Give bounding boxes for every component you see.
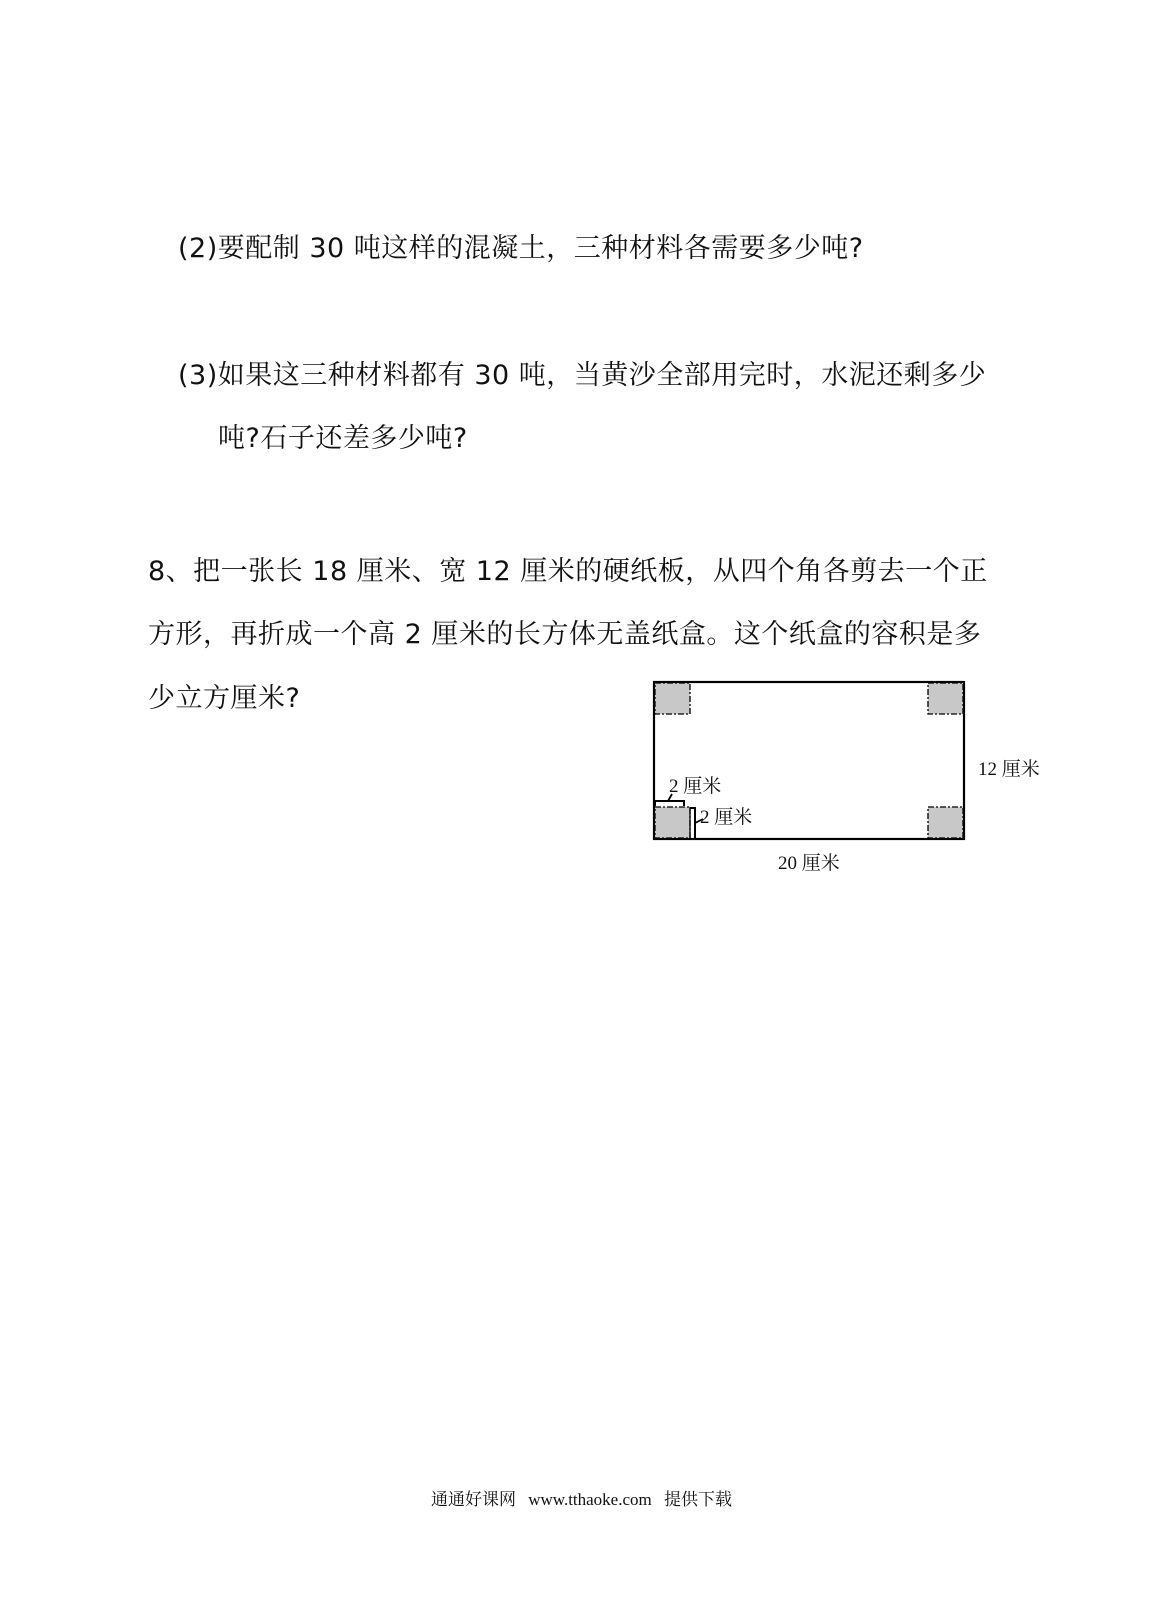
footer-note: 提供下载 [664,1490,733,1509]
cut-width-brace [655,801,684,806]
cut-height-brace [690,808,695,838]
corner-square-top-right [928,683,963,714]
footer-url[interactable]: www.tthaoke.com [528,1490,652,1509]
question-8-line-1: 8、把一张长 18 厘米、宽 12 厘米的硬纸板，从四个角各剪去一个正 [148,556,988,587]
question-8-line-3: 少立方厘米? [148,683,301,714]
cut-width-label: 2 厘米 [669,776,722,797]
cut-height-label: 2 厘米 [700,807,753,828]
question-7-part-2: (2)要配制 30 吨这样的混凝土，三种材料各需要多少吨? [178,233,864,264]
question-7-part-3-line-1: (3)如果这三种材料都有 30 吨，当黄沙全部用完时，水泥还剩多少 [178,360,987,391]
page-footer [0,1489,1163,1511]
question-8-line-2: 方形，再折成一个高 2 厘米的长方体无盖纸盒。这个纸盒的容积是多 [148,619,982,650]
corner-square-top-left [655,683,690,714]
corner-square-bottom-right [928,807,963,838]
corner-square-bottom-left [655,807,690,838]
footer-site-name: 通通好课网 [430,1490,516,1509]
question-7-part-3-line-2: 吨?石子还差多少吨? [218,423,468,454]
length-label: 20 厘米 [778,853,840,874]
cardboard-diagram [640,670,1080,900]
height-label: 12 厘米 [978,759,1040,780]
